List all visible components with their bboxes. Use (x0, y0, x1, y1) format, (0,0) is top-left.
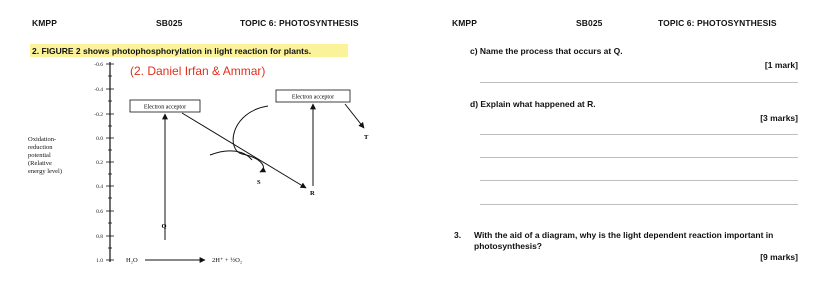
tick-label: 0.2 (96, 160, 103, 166)
question-3-line-2: photosynthesis? (474, 241, 543, 251)
answer-line (480, 204, 798, 205)
header-institution: KMPP (32, 18, 57, 28)
question-c-text: c) Name the process that occurs at Q. (470, 46, 623, 56)
arrow-r (182, 113, 306, 188)
products-label: 2H⁺ + ½O₂ (212, 257, 243, 264)
tick-label: -0.2 (94, 112, 103, 118)
answer-line (480, 180, 798, 181)
y-axis-label: Oxidation-reduction potential (Relative energy level) (28, 136, 62, 175)
answer-line (480, 157, 798, 158)
tick-label: 0.6 (96, 209, 103, 215)
electron-acceptor-label-2: Electron acceptor (291, 94, 335, 101)
answer-line (480, 134, 798, 135)
tick-label: 0.4 (96, 184, 103, 190)
question-3-line-1: With the aid of a diagram, why is the light dependent reaction important in (474, 230, 774, 240)
question-3-marks: [9 marks] (760, 252, 798, 262)
label-t: T (364, 134, 369, 141)
header-institution: KMPP (452, 18, 477, 28)
tick-label: 0.0 (96, 136, 103, 142)
label-r: R (310, 190, 315, 197)
handwritten-annotation: (2. Daniel Irfan & Ammar) (130, 64, 266, 78)
tick-label: 0.8 (96, 234, 103, 240)
tick-label: -0.4 (94, 87, 103, 93)
right-page (418, 0, 836, 284)
question-c-marks: [1 mark] (764, 60, 798, 70)
water-label: H₂O (126, 257, 138, 264)
arrow-t (345, 104, 364, 128)
header-topic: TOPIC 6: PHOTOSYNTHESIS (240, 18, 359, 28)
question-d-marks: [3 marks] (760, 113, 798, 123)
question-2-text: 2. FIGURE 2 shows photophosphorylation in light reaction for plants. (32, 46, 312, 56)
header-topic: TOPIC 6: PHOTOSYNTHESIS (658, 18, 777, 28)
question-d-text: d) Explain what happened at R. (470, 99, 596, 109)
header-course: SB025 (576, 18, 603, 28)
label-q: Q (161, 223, 167, 230)
electron-acceptor-label-1: Electron acceptor (143, 104, 187, 111)
tick-label: -0.6 (94, 62, 103, 68)
question-3-number: 3. (454, 230, 462, 240)
cyclic-loop (210, 151, 252, 160)
tick-label: 1.0 (96, 258, 103, 264)
label-s: S (257, 179, 261, 186)
header-course: SB025 (156, 18, 183, 28)
answer-line (480, 82, 798, 83)
